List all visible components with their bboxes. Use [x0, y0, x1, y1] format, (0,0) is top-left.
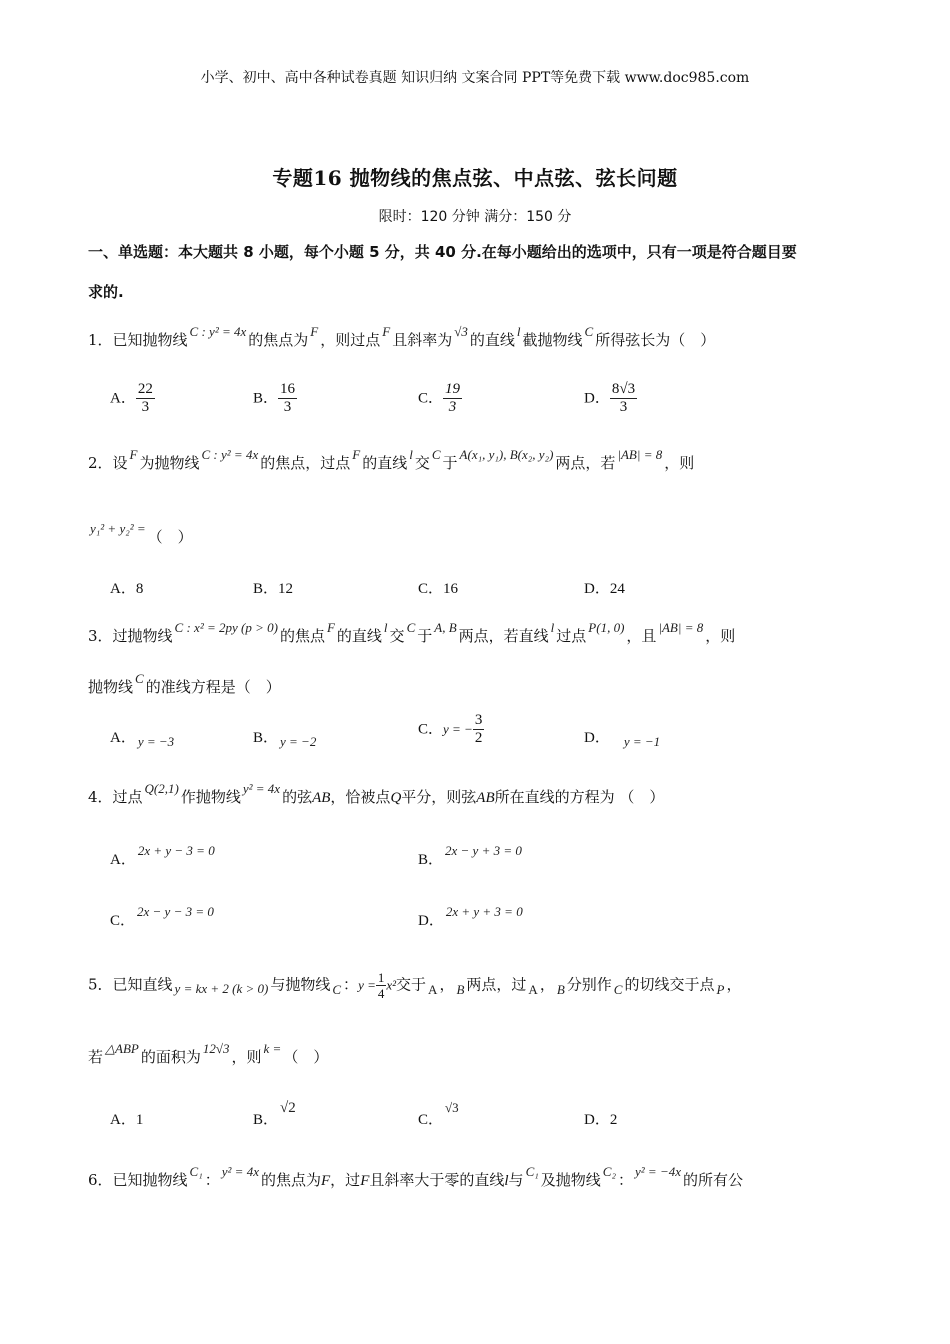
option-value: y = − [443, 721, 473, 737]
option-label: D． [584, 730, 610, 746]
q5-option-b[interactable] [253, 1100, 298, 1129]
q1-math: C : y² = 4x [189, 324, 247, 339]
option-label: C． [418, 581, 444, 597]
question-5 [88, 970, 741, 1001]
question-1 [88, 324, 716, 351]
q3-math: C : x² = 2py (p > 0) [174, 620, 278, 635]
option-fraction [610, 381, 637, 416]
q2-math: y₁² + y₂² = [90, 521, 146, 536]
q6-text: 且斜率大于零的直线 [369, 1171, 505, 1189]
q2-text: （ ） [147, 528, 193, 546]
q2-text: 的焦点，过点 [260, 454, 351, 472]
option-label: B． [253, 581, 279, 597]
fraction-numerator: 3 [474, 712, 483, 728]
q3-option-b[interactable] [253, 726, 318, 747]
q4-math: AB [476, 790, 495, 806]
q3-option-d[interactable] [584, 726, 662, 747]
q1-option-a[interactable] [110, 381, 155, 416]
q4-text: 4．过点 [88, 788, 143, 806]
fraction-denominator: 3 [283, 399, 292, 415]
q1-math: √3 [454, 324, 468, 339]
q6-text: ，过 [330, 1171, 361, 1189]
fraction-numerator: 8√3 [611, 381, 636, 397]
q3-text: ，则 [705, 627, 736, 645]
q3-text: 交 [389, 627, 405, 645]
q2-text: 两点，若 [555, 454, 616, 472]
option-value: 2x − y − 3 = 0 [137, 904, 214, 919]
q1-text: 所得弦长为（ ） [595, 331, 716, 349]
q1-text: 1．已知抛物线 [88, 331, 188, 349]
q2-math: l [409, 447, 413, 462]
q5-math: y = [358, 977, 376, 993]
section-heading: 一、单选题：本大题共 8 小题，每个小题 5 分，共 40 分.在每小题给出的选项中，只有一项是符合题目要 [88, 243, 797, 261]
option-fraction [473, 712, 485, 747]
option-label: A． [110, 1112, 136, 1128]
q5-math: C [613, 981, 623, 997]
q6-math: C₁ [525, 1164, 539, 1179]
q2-text: ，则 [664, 454, 695, 472]
q3-text: 两点，若直线 [458, 627, 549, 645]
option-value: 2x + y + 3 = 0 [445, 904, 523, 919]
option-fraction [443, 381, 462, 416]
q1-math: C [584, 324, 594, 339]
option-label: D． [584, 390, 610, 407]
fraction-numerator: 1 [377, 970, 385, 985]
q6-text: 及抛物线 [540, 1171, 601, 1189]
q6-math: l [504, 1173, 509, 1189]
q6-math: F [321, 1173, 331, 1189]
q4-option-b[interactable] [418, 843, 524, 869]
fraction-denominator: 3 [141, 399, 150, 415]
q3-text: 的焦点 [279, 627, 325, 645]
q6-text: ： [204, 1171, 220, 1189]
q4-text: 平分，则弦 [401, 788, 477, 806]
q5-text: 交于 [396, 975, 427, 994]
q2-text: 交 [414, 454, 430, 472]
fraction-numerator: 16 [280, 381, 296, 397]
q1-math: F [382, 324, 391, 339]
q2-option-d[interactable] [584, 577, 625, 598]
q1-text: 截抛物线 [522, 331, 583, 349]
q6-text: 与 [508, 1171, 524, 1189]
q2-math: F [352, 447, 361, 462]
q1-math: F [310, 324, 319, 339]
q1-text: 且斜率为 [392, 331, 453, 349]
option-value: 12 [278, 581, 294, 597]
question-4 [88, 781, 665, 808]
q1-option-c[interactable] [418, 381, 462, 416]
option-value: 2 [609, 1112, 618, 1128]
q2-option-a[interactable] [110, 577, 143, 598]
option-value: 8 [135, 581, 144, 597]
q1-text: ，则过点 [320, 331, 381, 349]
q4-math: y² = 4x [242, 781, 281, 796]
q2-math: F [129, 447, 138, 462]
q5-text: 的切线交于点 [624, 975, 715, 994]
option-label: A． [110, 581, 136, 597]
q1-option-b[interactable] [253, 381, 297, 416]
q5-text: ， [439, 975, 455, 994]
option-value: y = −1 [623, 734, 661, 749]
q4-text: 所在直线的方程为 （ ） [494, 788, 665, 806]
q2-math: C [431, 447, 441, 462]
q6-math: C₁ [189, 1164, 203, 1179]
q3-math: C [406, 620, 416, 635]
q5-text: 分别作 [566, 975, 612, 994]
q2-text: 为抛物线 [139, 454, 200, 472]
q5-option-c[interactable] [418, 1100, 461, 1129]
q2-text: 的直线 [362, 454, 408, 472]
option-value: y = −3 [137, 734, 175, 749]
q4-math: Q [390, 790, 402, 806]
q1-option-d[interactable] [584, 381, 637, 416]
q3-math: P(1, 0) [588, 620, 625, 635]
q5-text: ， [726, 975, 742, 994]
option-label: D． [584, 1112, 610, 1128]
q3-text: ，且 [626, 627, 657, 645]
option-value: 1 [135, 1112, 144, 1128]
q5-math: B [556, 981, 565, 997]
q4-text: 作抛物线 [180, 788, 241, 806]
q5-option-d[interactable] [584, 1108, 617, 1129]
q5-math: 12√3 [202, 1041, 230, 1056]
q5-math: A [528, 981, 538, 997]
q3-text: 过点 [556, 627, 587, 645]
q6-math: C₂ [602, 1164, 616, 1179]
page-header: 小学、初中、高中各种试卷真题 知识归纳 文案合同 PPT等免费下载 www.doc985.com [200, 70, 750, 86]
option-value: 2x − y + 3 = 0 [445, 843, 522, 858]
option-label: B． [418, 852, 444, 868]
q5-math: C [332, 981, 342, 997]
q3-math: |AB| = 8 [658, 620, 704, 635]
q3-text: 的直线 [336, 627, 382, 645]
option-label: C． [418, 721, 444, 738]
option-label: A． [110, 730, 136, 746]
q5-option-a[interactable] [110, 1108, 143, 1129]
q5-text: ： [343, 975, 359, 994]
q1-text: 的焦点为 [248, 331, 309, 349]
q5-math: A [428, 981, 438, 997]
q5-math: △ABP [105, 1041, 139, 1056]
page-title: 专题16 抛物线的焦点弦、中点弦、弦长问题 [272, 166, 678, 190]
q4-option-c[interactable] [110, 904, 216, 930]
q4-option-d[interactable] [418, 904, 525, 930]
option-label: B． [253, 390, 279, 407]
q5-math: x² [386, 977, 397, 993]
q2-text: 2．设 [88, 454, 128, 472]
q3-text: 3．过抛物线 [88, 627, 173, 645]
option-label: C． [418, 390, 444, 407]
option-value: √3 [445, 1100, 459, 1115]
q4-math: Q(2,1) [144, 781, 179, 796]
option-label: B． [253, 1112, 279, 1128]
question-3-cont [88, 671, 281, 698]
option-fraction [278, 381, 297, 416]
q2-math: A(x₁, y₁), B(x₂, y₂) [459, 447, 554, 462]
option-value: √2 [280, 1100, 296, 1116]
q6-text: ： [617, 1171, 633, 1189]
q5-text: 5．已知直线 [88, 975, 173, 994]
q1-math: l [516, 324, 521, 339]
option-label: D． [584, 581, 610, 597]
q6-math: F [360, 1173, 370, 1189]
q3-math: A, B [434, 620, 457, 635]
question-3 [88, 620, 736, 647]
q3-option-a[interactable] [110, 726, 176, 747]
q3-math: F [326, 620, 335, 635]
fraction-denominator: 3 [619, 399, 628, 415]
q5-text: ， [539, 975, 555, 994]
q5-math: y = kx + 2 (k > 0) [174, 980, 269, 996]
q5-text: （ ） [283, 1048, 329, 1066]
q2-math: |AB| = 8 [617, 447, 663, 462]
fraction-denominator: 2 [474, 730, 483, 746]
option-label: D． [418, 913, 444, 929]
fraction-numerator: 22 [137, 381, 153, 397]
q5-fraction [376, 970, 387, 1001]
q6-text: 的所有公 [682, 1171, 743, 1189]
q5-text: 若 [88, 1048, 104, 1066]
q4-text: ，恰被点 [330, 788, 391, 806]
q2-option-c[interactable] [418, 577, 458, 598]
option-label: A． [110, 852, 136, 868]
option-label: A． [110, 390, 136, 407]
q2-math: C : y² = 4x [201, 447, 259, 462]
q6-math: y² = 4x [221, 1164, 259, 1179]
question-2-cont [88, 521, 193, 548]
q2-text: 于 [442, 454, 458, 472]
option-value: 2x + y − 3 = 0 [137, 843, 215, 858]
page-subtitle: 限时：120 分钟 满分：150 分 [378, 209, 572, 225]
q4-text: 的弦 [282, 788, 313, 806]
fraction-numerator: 19 [445, 381, 461, 397]
q5-math: B [456, 981, 465, 997]
q5-text: 两点，过 [466, 975, 527, 994]
q1-text: 的直线 [469, 331, 515, 349]
section-heading-cont: 求的. [88, 283, 124, 301]
q6-text: 的焦点为 [260, 1171, 321, 1189]
q5-text: ，则 [231, 1048, 262, 1066]
q5-text: 与抛物线 [270, 975, 331, 994]
q3-math: l [383, 620, 388, 635]
q5-math: P [716, 981, 725, 997]
q2-option-b[interactable] [253, 577, 293, 598]
option-value: y = −2 [280, 734, 317, 749]
q6-math: y² = −4x [635, 1164, 681, 1179]
fraction-denominator: 4 [377, 986, 385, 1001]
question-2 [88, 447, 695, 474]
q6-text: 6．已知抛物线 [88, 1171, 188, 1189]
q3-text: 于 [417, 627, 433, 645]
q4-math: AB [312, 790, 331, 806]
q5-math: k = [263, 1041, 282, 1056]
q3-option-c[interactable] [418, 712, 484, 747]
q5-text: 的面积为 [140, 1048, 201, 1066]
option-value: 16 [443, 581, 459, 597]
q3-text: 抛物线 [88, 678, 134, 696]
q4-option-a[interactable] [110, 843, 217, 869]
option-label: C． [110, 913, 136, 929]
fraction-denominator: 3 [448, 399, 457, 415]
question-5-cont [88, 1041, 329, 1068]
option-label: B． [253, 730, 279, 746]
option-value: 24 [609, 581, 625, 597]
q3-text: 的准线方程是（ ） [145, 678, 281, 696]
option-fraction [136, 381, 155, 416]
q3-math: l [550, 620, 555, 635]
q3-math: C [135, 671, 144, 686]
question-6 [88, 1164, 743, 1191]
option-label: C． [418, 1112, 444, 1128]
